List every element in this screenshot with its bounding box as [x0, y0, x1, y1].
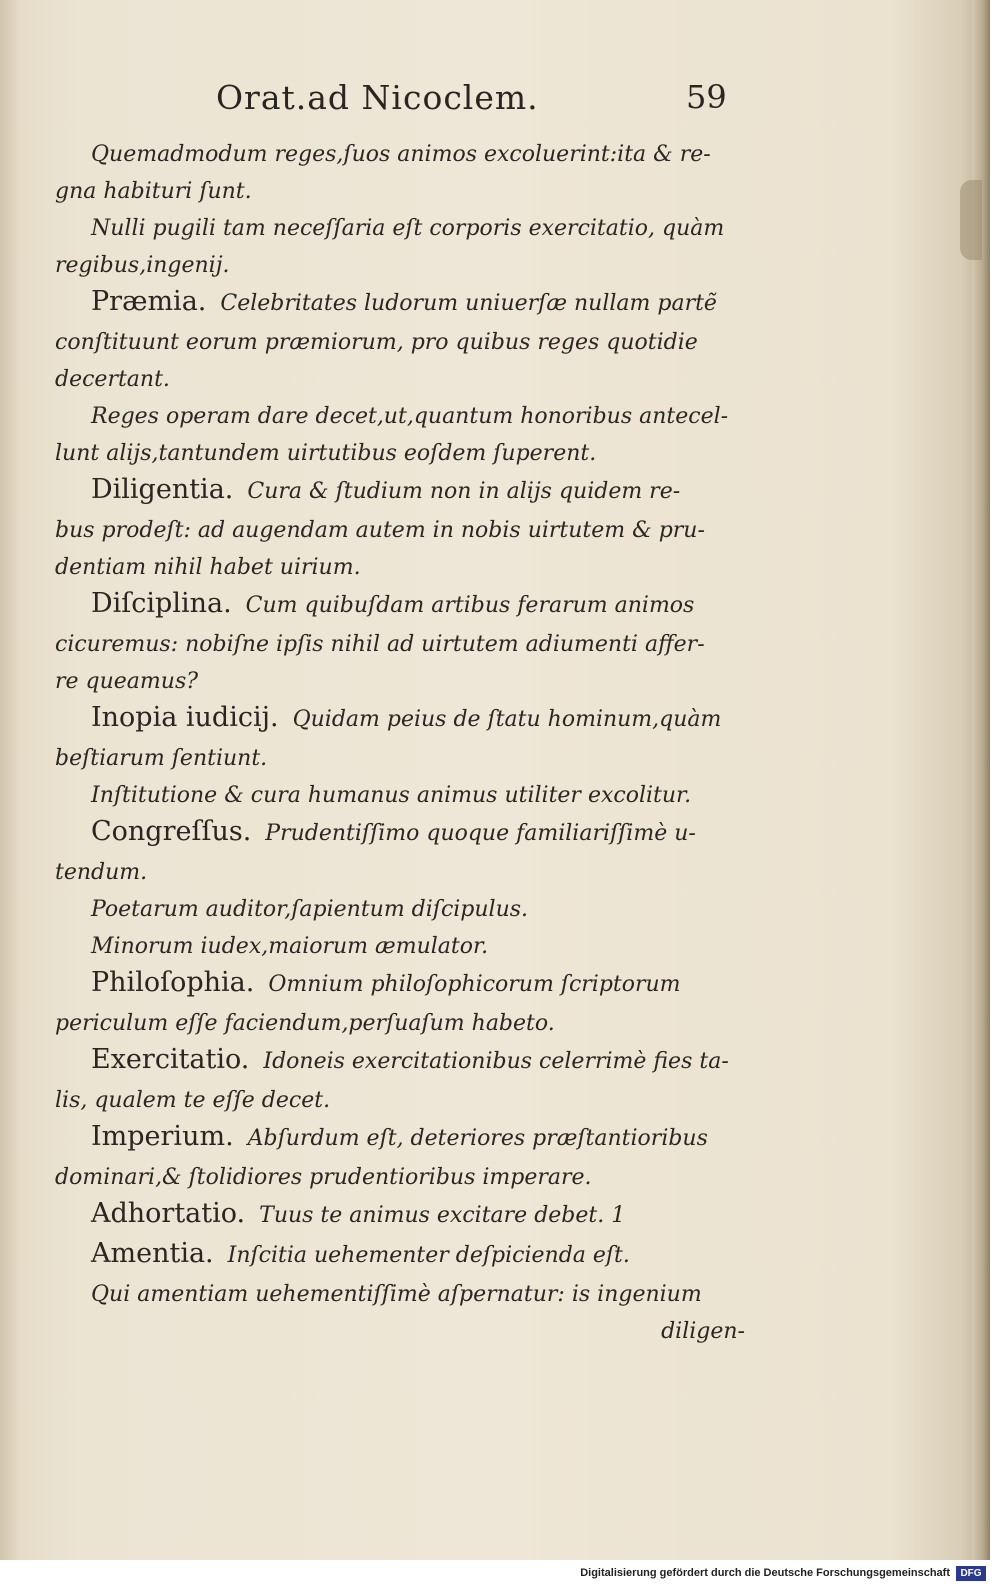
line-text: gna habituri ſunt. [55, 179, 252, 204]
line-heading: Imperium. [91, 1121, 234, 1152]
text-line [55, 282, 745, 322]
running-head-title: Orat.ad Nicoclem. [216, 78, 539, 117]
text-line [55, 1234, 745, 1274]
line-text: re queamus? [55, 669, 199, 694]
text-line [55, 1040, 745, 1080]
line-text: lis, qualem te eſſe decet. [55, 1088, 331, 1113]
line-text: Idoneis exercitationibus celerrimè fies ta- [263, 1049, 729, 1074]
text-line [55, 926, 745, 963]
line-text: bus prodeſt: ad augendam autem in nobis uirtutem & pru- [55, 518, 705, 543]
text-line [55, 812, 745, 852]
line-text: Tuus te animus excitare debet. 1 [259, 1203, 626, 1228]
line-heading: Congreſſus. [91, 816, 252, 847]
page-tab-shadow [960, 180, 982, 260]
text-line [55, 396, 745, 433]
line-text: Omnium philoſophicorum ſcriptorum [268, 972, 681, 997]
line-text: Reges operam dare decet,ut,quantum honoribus antecel- [91, 404, 729, 429]
line-heading: Adhortatio. [91, 1198, 246, 1229]
line-heading: Amentia. [91, 1238, 214, 1269]
line-text: lunt alijs,tantundem uirtutibus eoſdem ſuperent. [55, 441, 597, 466]
text-line [55, 208, 745, 245]
text-line [55, 661, 745, 698]
text-line [55, 584, 745, 624]
footer-bar [0, 1562, 1000, 1588]
running-head [0, 78, 990, 128]
line-heading: Exercitatio. [91, 1044, 250, 1075]
text-line [55, 322, 745, 359]
line-text: Minorum iudex,maiorum æmulator. [91, 934, 489, 959]
line-heading: Inopia iudicij. [91, 702, 279, 733]
text-line [55, 1274, 745, 1311]
text-line [55, 470, 745, 510]
page-number: 59 [686, 78, 727, 116]
line-text: Quidam peius de ſtatu hominum,quàm [292, 707, 722, 732]
line-text: beſtiarum ſentiunt. [55, 746, 268, 771]
text-line [55, 889, 745, 926]
line-text: Inſcitia uehementer deſpicienda eſt. [227, 1243, 630, 1268]
text-line [55, 134, 745, 171]
line-text: dominari,& ſtolidiores prudentioribus imperare. [55, 1165, 592, 1190]
text-line [55, 510, 745, 547]
line-text: decertant. [55, 367, 170, 392]
line-heading: Diſciplina. [91, 588, 232, 619]
line-text: Quemadmodum reges,ſuos animos excoluerint:ita & re- [91, 142, 711, 167]
text-line [55, 738, 745, 775]
line-heading: Præmia. [91, 286, 207, 317]
line-text: Qui amentiam uehementiſſimè aſpernatur: is ingenium [91, 1282, 702, 1307]
text-line [55, 1003, 745, 1040]
line-text: periculum eſſe faciendum,perſuaſum habeto. [55, 1011, 555, 1036]
text-line [55, 171, 745, 208]
text-line [55, 963, 745, 1003]
text-line [55, 852, 745, 889]
text-line [55, 698, 745, 738]
text-line [55, 1157, 745, 1194]
line-text: Nulli pugili tam neceſſaria eſt corporis exercitatio, quàm [91, 216, 725, 241]
text-block [55, 134, 745, 1348]
line-text: Cum quibuſdam artibus ferarum animos [245, 593, 695, 618]
catchword: diligen- [661, 1319, 745, 1344]
line-text: Poetarum auditor,ſapientum diſcipulus. [91, 897, 529, 922]
line-text: regibus,ingenij. [55, 253, 230, 278]
line-text: tendum. [55, 860, 148, 885]
footer-credit-text: Digitalisierung gefördert durch die Deutsche Forschungsgemeinschaft [580, 1567, 950, 1579]
text-line [55, 1117, 745, 1157]
text-line [55, 359, 745, 396]
dfg-logo: DFG [956, 1566, 986, 1581]
text-line [55, 1080, 745, 1117]
text-line [55, 433, 745, 470]
text-line [55, 547, 745, 584]
catchword-line [55, 1311, 745, 1348]
line-heading: Diligentia. [91, 474, 234, 505]
text-line [55, 775, 745, 812]
line-text: Abſurdum eſt, deteriores præſtantioribus [247, 1126, 708, 1151]
text-line [55, 624, 745, 661]
line-heading: Philoſophia. [91, 967, 255, 998]
line-text: Prudentiſſimo quoque familiariſſimè u- [265, 821, 696, 846]
text-line [55, 1194, 745, 1234]
line-text: Celebritates ludorum uniuerſæ nullam partẽ [220, 291, 717, 316]
line-text: conſtituunt eorum præmiorum, pro quibus reges quotidie [55, 330, 698, 355]
line-text: cicuremus: nobiſne ipſis nihil ad uirtutem adiumenti affer- [55, 632, 705, 657]
line-text: Inſtitutione & cura humanus animus utiliter excolitur. [91, 783, 692, 808]
text-line [55, 245, 745, 282]
line-text: dentiam nihil habet uirium. [55, 555, 361, 580]
line-text: Cura & ſtudium non in alijs quidem re- [247, 479, 681, 504]
